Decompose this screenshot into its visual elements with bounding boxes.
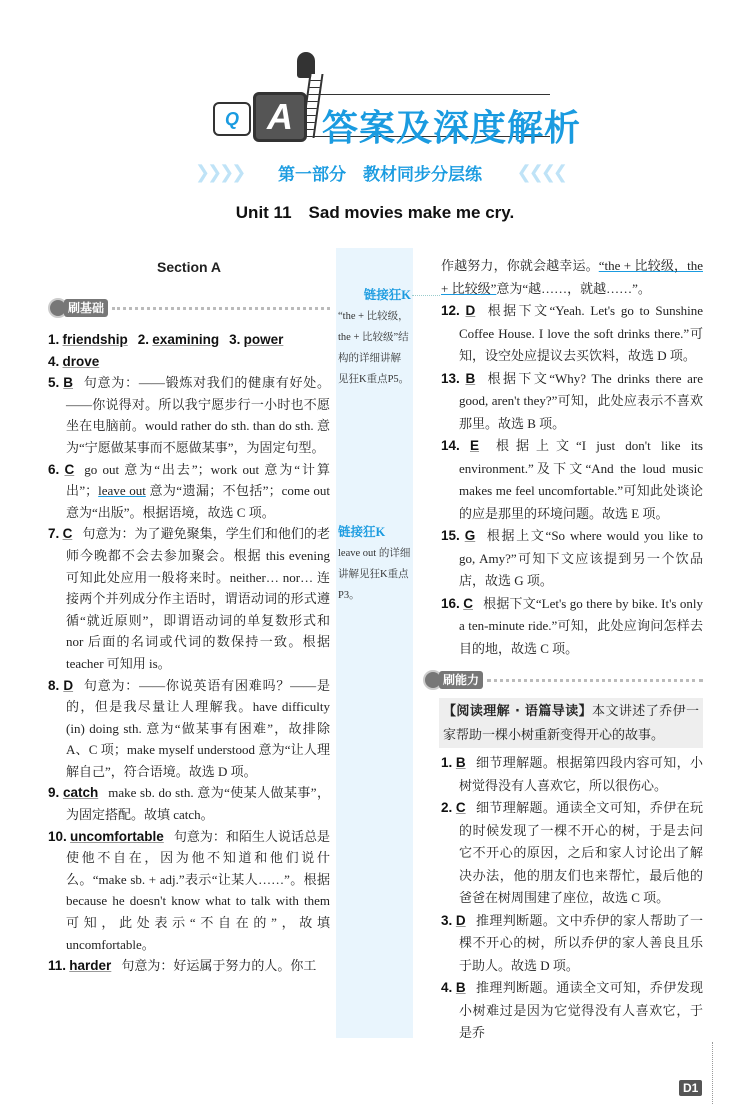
answer-item xyxy=(48,351,330,373)
answer-item xyxy=(48,372,330,458)
answer-item xyxy=(441,435,703,525)
chevron-right-icon: ❯❯❯❯ xyxy=(195,162,244,183)
answers-header xyxy=(205,52,582,149)
answer: E xyxy=(470,438,480,453)
side-note-text: “the + 比较级，the + 比较级”结构的详细讲解见狂K重点P5。 xyxy=(338,311,410,385)
answer-item xyxy=(441,525,703,593)
item-number: 8. xyxy=(48,677,60,693)
item-number: 10. xyxy=(48,828,67,844)
a-badge: A xyxy=(253,92,307,142)
page-title: 答案及深度解析 xyxy=(322,108,582,149)
explanation: 细节理解题。通读全文可知，乔伊在玩的时候发现了一棵不开心的树，于是去问它不开心的原因，之后和家人讨论出了解决办法，他的朋友们也来帮忙，最后他的爸爸在树周围建了座位，故选 C 项。 xyxy=(459,800,703,905)
item-number: 13. xyxy=(441,370,460,386)
answer: friendship xyxy=(62,332,128,347)
answer: D xyxy=(465,303,476,318)
item-number: 1. xyxy=(48,332,60,347)
link-leader xyxy=(412,295,440,296)
link-label[interactable]: 链接狂K xyxy=(338,525,386,539)
side-note xyxy=(338,285,411,390)
answer-item xyxy=(441,368,703,436)
answer: examining xyxy=(152,332,220,347)
side-note xyxy=(338,522,411,606)
item-number: 11. xyxy=(48,958,67,974)
linked-phrase[interactable]: “the + 比较级，the + 比较级” xyxy=(441,258,703,296)
side-note-text: leave out 的详细讲解见狂K重点P3。 xyxy=(338,548,411,601)
answer: power xyxy=(243,332,284,347)
answer-item xyxy=(48,329,330,351)
item-number: 1. xyxy=(441,755,453,770)
answer: C xyxy=(64,461,75,477)
part-banner xyxy=(195,158,565,186)
answer: G xyxy=(464,528,476,543)
answer: B xyxy=(63,375,74,391)
explanation: 推理判断题。通读全文可知，乔伊发现小树难过是因为它觉得没有人喜欢它，于是乔 xyxy=(459,980,703,1040)
badge-label: 刷能力 xyxy=(439,671,483,689)
answer: B xyxy=(455,755,466,770)
ability-badge xyxy=(423,670,703,690)
answer: C xyxy=(455,800,466,815)
answer: harder xyxy=(69,958,112,974)
item-number: 15. xyxy=(441,528,460,543)
answer-item xyxy=(48,826,330,956)
answer: C xyxy=(463,595,473,611)
answer: C xyxy=(62,526,73,542)
answer-item xyxy=(48,782,330,825)
explanation: 句意为：好运属于努力的人。你工 xyxy=(121,958,317,974)
answer: B xyxy=(455,980,466,995)
unit-title: Unit 11 Sad movies make me cry. xyxy=(235,203,515,222)
page-number: D1 xyxy=(679,1080,702,1096)
reading-guide xyxy=(439,698,703,748)
answer: D xyxy=(63,677,74,693)
item-number: 14. xyxy=(441,438,460,453)
answer: B xyxy=(465,370,476,386)
item-number: 4. xyxy=(441,980,453,995)
chevron-left-icon: ❮❮❮❮ xyxy=(516,162,565,183)
explanation: 根据下文“Yeah. Let's go to Sunshine Coffee House. I love the soft drinks there.”可知，设空处应提议去买饮料，故选 D 项。 xyxy=(459,303,704,363)
item-number: 7. xyxy=(48,526,60,542)
reading-text: 本文讲述了乔伊一家帮助一棵小树重新变得开心的故事。 xyxy=(443,703,699,742)
explanation: 句意为：——你说英语有困难吗？——是的，但是我尽量让人理解我。have difficulty (in) doing sth. 意为“做某事有困难”，故排除 A、C 项；make myself understood 意为“让人理解自己”，符合语境。故选 D 项。 xyxy=(66,677,330,779)
explanation: 细节理解题。根据第四段内容可知，小树觉得没有人喜欢它，所以很伤心。 xyxy=(459,755,703,793)
item-number: 3. xyxy=(229,332,241,347)
answer: uncomfortable xyxy=(70,828,164,844)
left-column xyxy=(48,329,330,977)
item-number: 2. xyxy=(441,800,453,815)
basic-badge xyxy=(48,298,330,318)
explanation: go out 意为“出去”；work out 意为“计算出”；leave out 意为“遗漏；不包括”；come out 意为“出版”。根据语境，故选 C 项。 xyxy=(66,461,330,520)
item-number: 6. xyxy=(48,461,60,477)
item-number: 3. xyxy=(441,912,453,928)
badge-label: 刷基础 xyxy=(64,299,108,317)
explanation: 根据下文“Why? The drinks there are good, aren't they?”可知，此处应表示不喜欢那里。故选 B 项。 xyxy=(459,370,704,431)
answer: catch xyxy=(62,785,99,801)
item-number: 9. xyxy=(48,785,60,801)
linked-phrase[interactable]: leave out xyxy=(98,483,146,499)
answer-item xyxy=(441,752,703,797)
q-badge: Q xyxy=(213,102,251,136)
explanation: 推理判断题。文中乔伊的家人帮助了一棵不开心的树，所以乔伊的家人善良且乐于助人。故选 D 项。 xyxy=(459,912,703,973)
continuation-text: 作越努力，你就会越幸运。“the + 比较级，the + 比较级”意为“越……，就越……”。 xyxy=(441,258,703,296)
item-number: 16. xyxy=(441,595,460,611)
item-number: 12. xyxy=(441,303,460,318)
section-heading: Section A xyxy=(157,259,222,275)
answer-item xyxy=(441,797,703,910)
explanation: make sb. do sth. 意为“使某人做某事”，为固定搭配。故填 catch。 xyxy=(66,785,330,823)
explanation: 句意为：为了避免聚集，学生们和他们的老师今晚都不会去参加聚会。根据 this evening 可知此处应用一般将来时。neither… nor… 连接两个并列成分作主语时，谓语动词的形式遵循“就近原则”，即谓语动词的单复数形式和 nor 后面的名词或代词的数保持一致。根据 teacher 可知用 is。 xyxy=(66,526,330,671)
item-number: 5. xyxy=(48,375,60,391)
divider xyxy=(313,94,550,95)
answer-item xyxy=(48,955,330,977)
link-label[interactable]: 链接狂K xyxy=(363,288,411,302)
reading-label: 【阅读理解 · 语篇导读】 xyxy=(443,704,593,719)
answer-item xyxy=(441,977,703,1045)
answer-item xyxy=(441,300,703,368)
cut-line xyxy=(712,1042,713,1104)
explanation: 句意为：——锻炼对我们的健康有好处。——你说得对。所以我宁愿步行一小时也不愿坐在电脑前。would rather do sth. than do sth. 意为“宁愿做某事而不愿做某事”，为固定句型。 xyxy=(66,375,330,455)
right-column xyxy=(441,255,703,1045)
item-number: 2. xyxy=(137,332,150,347)
answer-item xyxy=(48,459,330,524)
answer: D xyxy=(455,912,466,928)
explanation: 句意为：和陌生人说话总是使他不自在，因为他不知道和他们说什么。“make sb. + adj.”表示“让某人……”。根据 because he doesn't know what to talk with them 可知，此处表示“不自在的”，故填 uncomfortable。 xyxy=(66,828,330,952)
answer-item xyxy=(48,523,330,674)
answer-item xyxy=(441,910,703,978)
item-number: 4. xyxy=(48,353,60,369)
answer: drove xyxy=(62,353,100,369)
part-title: 第一部分 教材同步分层练 xyxy=(278,165,482,185)
answer-item xyxy=(48,675,330,783)
explanation: 根据下文“Let's go there by bike. It's only a ten-minute ride.”可知，此处应询问怎样去目的地，故选 C 项。 xyxy=(459,595,704,656)
explanation: 根据上文“So where would you like to go, Amy?”可知下文应该提到另一个饮品店，故选 G 项。 xyxy=(459,528,703,588)
explanation: 根据上文“I just don't like its environment.”及下文“And the loud music makes me feel uncomfortable.”可知此处谈论的应是那里的环境问题。故选 E 项。 xyxy=(459,438,703,521)
answer-item xyxy=(441,593,703,661)
